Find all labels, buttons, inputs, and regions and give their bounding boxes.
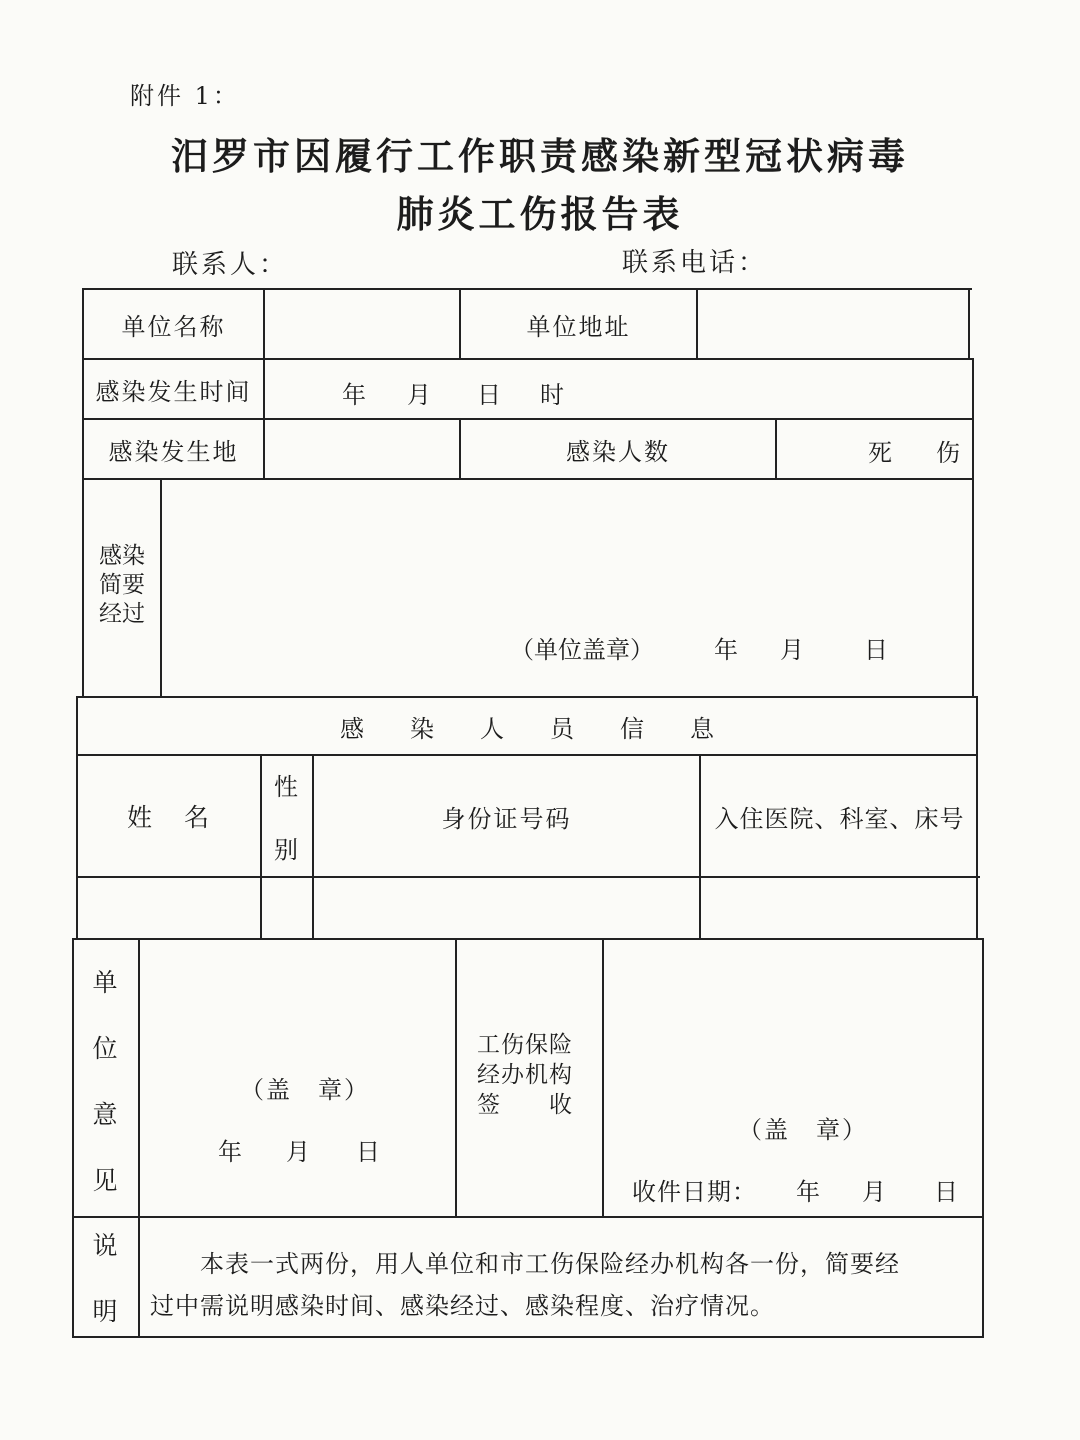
hospital-header: 入住医院、科室、床号 [714, 804, 965, 833]
unit-opinion-label: 单 位 意 见 [92, 968, 120, 1195]
brief-process-label: 感染 简要 经过 [99, 542, 145, 627]
id-number-header: 身份证号码 [441, 804, 572, 833]
receipt-month-label: 月 [862, 1178, 886, 1206]
receipt-date-label: 收件日期： [632, 1178, 757, 1206]
attachment-label: 附件 1： [130, 82, 240, 110]
injury-label: 伤 [936, 439, 960, 467]
hospital-field[interactable] [701, 878, 978, 938]
unit-seal-label-2: （盖 章） [240, 1076, 370, 1104]
death-label: 死 [868, 439, 892, 467]
gender-header: 性 别 [274, 773, 300, 864]
month-label: 月 [407, 381, 431, 409]
note-text-line1: 本表一式两份，用人单位和市工伤保险经办机构各一份，简要经 [200, 1250, 900, 1278]
note-text-line2: 过中需说明感染时间、感染经过、感染程度、治疗情况。 [150, 1292, 775, 1320]
infection-place-field[interactable] [265, 420, 459, 478]
unit-name-label: 单位名称 [121, 312, 226, 341]
infection-time-label: 感染发生时间 [95, 377, 252, 406]
form-title-line1: 汨罗市因履行工作职责感染新型冠状病毒 [171, 134, 909, 178]
receipt-year-label: 年 [796, 1178, 820, 1206]
form-title-line2: 肺炎工伤报告表 [396, 192, 684, 236]
unit-address-label: 单位地址 [526, 312, 631, 341]
personnel-section-title: 感 染 人 员 信 息 [340, 714, 714, 743]
gender-field[interactable] [262, 878, 312, 938]
opinion-month-label: 月 [286, 1138, 310, 1166]
agency-seal-label: （盖 章） [738, 1116, 868, 1144]
seal-day-label: 日 [864, 636, 888, 664]
opinion-year-label: 年 [218, 1138, 242, 1166]
note-label: 说 明 [92, 1231, 120, 1326]
receipt-day-label: 日 [934, 1178, 958, 1206]
name-header: 姓 名 [126, 803, 212, 832]
unit-address-field[interactable] [698, 290, 968, 358]
infection-place-label: 感染发生地 [108, 437, 239, 466]
year-label: 年 [342, 381, 366, 409]
unit-seal-label: （单位盖章） [510, 636, 654, 664]
seal-year-label: 年 [714, 636, 738, 664]
contact-phone-label: 联系电话： [622, 248, 768, 278]
hour-label: 时 [540, 381, 564, 409]
id-number-field[interactable] [314, 878, 699, 938]
name-field[interactable] [78, 878, 260, 938]
unit-name-field[interactable] [265, 290, 459, 358]
seal-month-label: 月 [780, 636, 804, 664]
day-label: 日 [477, 381, 501, 409]
contact-person-label: 联系人： [172, 250, 289, 280]
opinion-day-label: 日 [356, 1138, 380, 1166]
infected-count-label: 感染人数 [566, 437, 670, 466]
insurance-agency-label: 工伤保险 经办机构 签 收 [477, 1032, 573, 1118]
